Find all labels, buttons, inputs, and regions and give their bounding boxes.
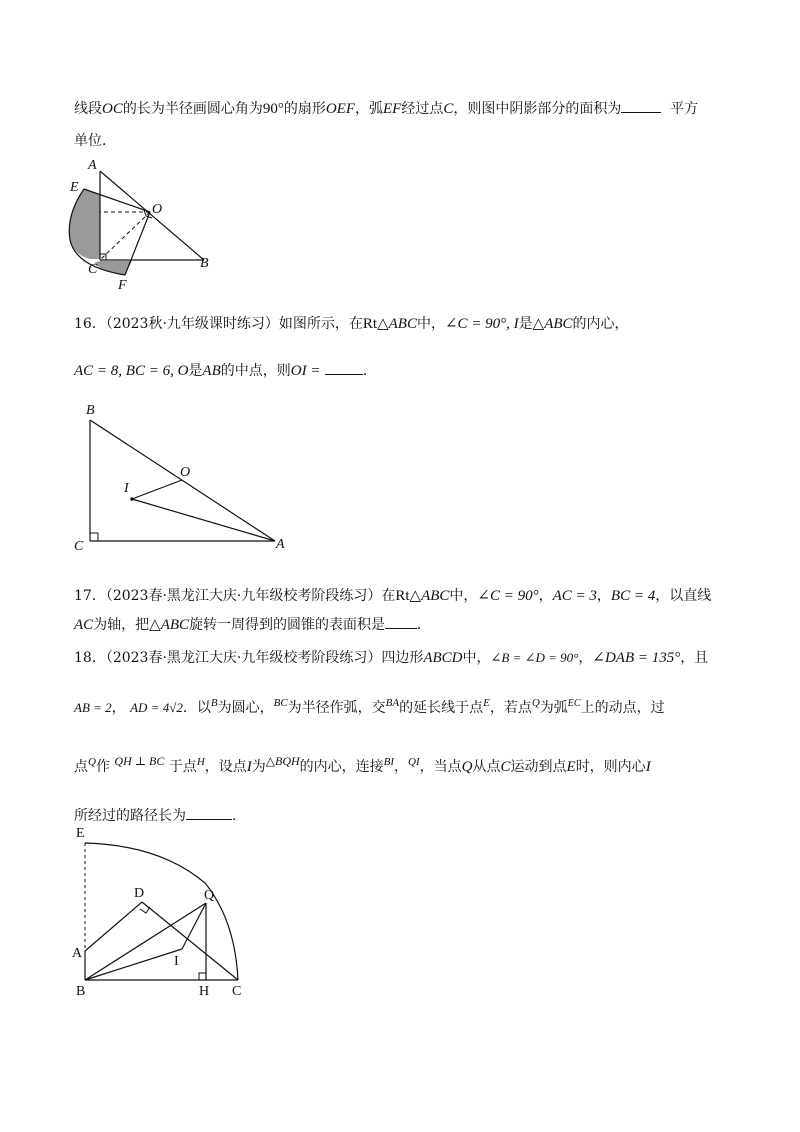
q18-line3: [74, 754, 651, 776]
q16-text: 是: [518, 316, 533, 332]
q17-text: 17．（2023春·黑龙江大庆·九年级校考阶段练习）在: [74, 588, 396, 604]
label-o: O: [180, 465, 191, 480]
q18-text: 为: [251, 759, 266, 775]
math-c: C: [500, 759, 511, 775]
math-ac: AC = 3: [552, 588, 597, 604]
segment-ad: [85, 902, 142, 951]
q18-text: 所经过的路径长为: [74, 808, 186, 824]
q18-text: 于点: [168, 759, 197, 775]
label-c: C: [232, 984, 242, 999]
math-b: B: [210, 697, 218, 709]
q15-text: 的长为半径画圆心角为: [122, 101, 263, 117]
q17-text: ，以直线: [655, 588, 712, 604]
math-angle-c: ∠C = 90°, I: [444, 316, 519, 332]
q15-text: 平方: [670, 101, 699, 117]
q16-line2: [74, 360, 377, 380]
label-c: C: [88, 262, 98, 277]
math-ba: BA: [385, 697, 400, 709]
q17-text: ，: [538, 588, 553, 604]
math-bi: BI: [383, 756, 395, 768]
segment-bq: [85, 903, 206, 980]
q18-text: 从点: [472, 759, 501, 775]
q15-text: 经过点: [401, 101, 444, 117]
math-qi: QI: [408, 756, 420, 768]
point-i: [130, 497, 134, 501]
math-bc: BC: [273, 697, 288, 709]
q17-text: 旋转一周得到的圆锥的表面积是: [189, 617, 386, 633]
label-a: A: [88, 158, 97, 173]
label-e: E: [70, 180, 79, 195]
q16-text: 是: [188, 363, 203, 379]
math-e: E: [483, 697, 490, 709]
answer-blank[interactable]: [325, 362, 363, 375]
math-tri-bqh: △BQH: [265, 754, 300, 768]
q18-text: 的内心，连接: [299, 759, 384, 775]
math-ab: AB: [202, 363, 221, 379]
label-b: B: [76, 984, 86, 999]
math-ab-value: AB = 2: [74, 700, 112, 715]
label-i: I: [174, 954, 179, 969]
q18-line2: [74, 697, 665, 717]
label-b: B: [200, 256, 209, 271]
q15-text: ，弧: [355, 101, 384, 117]
q18-text: 时，则内心: [575, 759, 646, 775]
math-q: Q: [531, 697, 540, 709]
label-a: A: [72, 946, 83, 961]
q16-text: 的中点，则: [220, 363, 291, 379]
math-tri-abc: △ABC: [149, 617, 190, 633]
q15-text: ，则图中阴影部分的面积为: [453, 101, 622, 117]
segment-qi: [182, 903, 206, 949]
label-a: A: [276, 537, 285, 552]
q17-text: 中，: [449, 588, 478, 604]
math-c: C: [443, 101, 454, 117]
q18-figure: [60, 825, 260, 1005]
math-angle-c: ∠C = 90°: [477, 588, 539, 604]
label-i: I: [124, 481, 129, 496]
q18-text: 点: [74, 759, 88, 775]
label-h: H: [199, 984, 210, 999]
q18-line4: [74, 805, 246, 825]
math-q: Q: [461, 759, 473, 775]
q18-text: ，: [578, 650, 593, 666]
q18-text: 上的动点，过: [580, 700, 665, 716]
answer-blank[interactable]: [621, 100, 661, 113]
q18-text: 中，: [462, 650, 491, 666]
math-h: H: [196, 756, 205, 768]
math-q: Q: [88, 756, 96, 768]
q16-figure: [70, 398, 300, 558]
label-c: C: [74, 539, 84, 554]
math-rt: Rt△: [395, 588, 422, 604]
label-b: B: [86, 403, 95, 418]
q18-text: ，若点: [489, 700, 532, 716]
answer-blank[interactable]: [186, 807, 232, 820]
arc-ec: [85, 843, 238, 980]
label-e: E: [76, 826, 85, 841]
q15-text: 单位．: [74, 133, 116, 149]
math-tri-abc: △ABC: [532, 316, 573, 332]
q17-line1: [74, 585, 711, 605]
q18-text: 为圆心，: [217, 700, 274, 716]
math-abc: ABC: [388, 316, 417, 332]
q18-text: 为弧: [539, 700, 568, 716]
q16-text: 的内心，: [572, 316, 629, 332]
math-angle-dab: ∠DAB = 135°: [592, 650, 681, 666]
q16-text: 16．（2023秋·九年级课时练习）如图所示，在: [74, 316, 363, 332]
segment-of: [125, 212, 150, 275]
segment-ba: [90, 420, 275, 541]
label-o: O: [152, 202, 163, 217]
q18-text: 的延长线于点: [399, 700, 484, 716]
q18-text: ．: [232, 808, 246, 824]
segment-bi: [85, 949, 182, 980]
math-given: AC = 8, BC = 6, O: [74, 363, 189, 379]
math-abc: ABC: [421, 588, 450, 604]
q15-figure: [60, 155, 220, 295]
q18-text: ，: [394, 759, 409, 775]
right-angle-h: [199, 973, 206, 980]
q17-text: ，: [596, 588, 611, 604]
math-oi: OI =: [290, 363, 321, 379]
q17-text: 为轴，把: [93, 617, 150, 633]
math-90deg: 90°: [262, 101, 284, 117]
q17-line2: [74, 614, 431, 634]
dashed-oc: [100, 212, 150, 260]
math-oc: OC: [102, 101, 123, 117]
segment-io: [132, 480, 182, 499]
q18-text: 为半径作弧，交: [287, 700, 386, 716]
q18-line1: [74, 647, 708, 667]
math-i: I: [645, 759, 651, 775]
q16-text: 中，: [416, 316, 445, 332]
q18-text: 18．（2023春·黑龙江大庆·九年级校考阶段练习）四边形: [74, 650, 424, 666]
label-q: Q: [204, 888, 215, 903]
math-angles-bd: ∠B = ∠D = 90°: [490, 650, 579, 665]
q18-text: 运动到点: [510, 759, 567, 775]
q18-text: ．以: [182, 700, 211, 716]
label-f: F: [118, 278, 127, 293]
label-d: D: [134, 886, 145, 901]
math-oef: OEF: [325, 101, 356, 117]
q18-text: ，且: [680, 650, 709, 666]
math-bc: BC = 4: [610, 588, 656, 604]
q18-text: ，当点: [419, 759, 462, 775]
q15-text: 线段: [74, 101, 102, 117]
q15-line1: [74, 98, 698, 118]
q18-text: ，设点: [204, 759, 247, 775]
segment-ia: [132, 499, 275, 541]
q18-text: 作: [95, 759, 110, 775]
right-angle-c: [90, 533, 98, 541]
math-qh-perp-bc: QH ⊥ BC: [114, 754, 165, 768]
math-ad-value: AD = 4√2: [130, 700, 183, 715]
math-ec: EC: [567, 698, 581, 709]
q15-text: 的扇形: [283, 101, 326, 117]
answer-blank[interactable]: [385, 616, 417, 629]
q18-text: ，: [111, 700, 126, 716]
q16-text: ．: [362, 363, 377, 379]
math-rt: Rt△: [362, 316, 389, 332]
q17-text: ．: [417, 617, 432, 633]
q16-line1: [74, 313, 629, 333]
math-abcd: ABCD: [423, 650, 463, 666]
q15-line2: [74, 130, 116, 150]
math-e: E: [566, 759, 576, 775]
math-ef: EF: [383, 101, 402, 117]
math-i: I: [246, 759, 252, 775]
math-ac: AC: [74, 617, 94, 633]
